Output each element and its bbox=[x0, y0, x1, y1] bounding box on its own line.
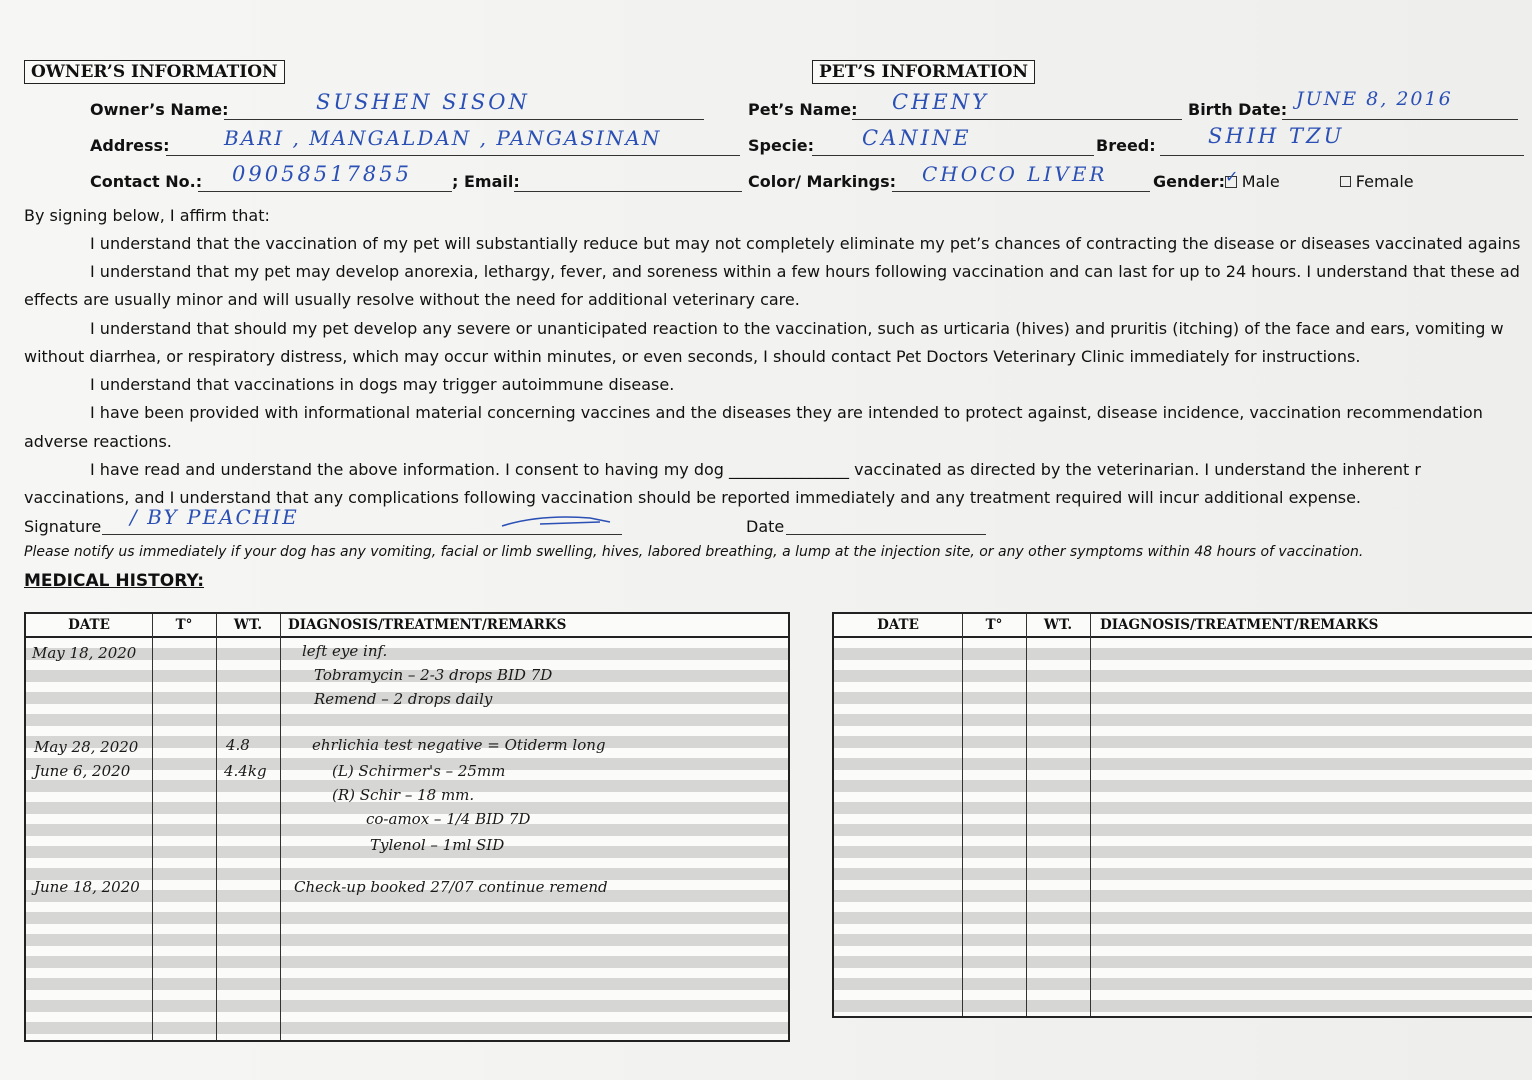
col-divider bbox=[152, 614, 153, 1040]
specie-line bbox=[812, 155, 1094, 156]
date-label: Date bbox=[746, 517, 785, 536]
consent-line-10: vaccinations, and I understand that any complications following vaccination should be reported immediately and any treatment required will incur additional expense. bbox=[24, 488, 1361, 507]
consent-intro: By signing below, I affirm that: bbox=[24, 206, 270, 225]
pet-name-line bbox=[852, 119, 1182, 120]
gender-male-option[interactable] bbox=[1225, 167, 1280, 191]
entry-4-remark-1: Check-up booked 27/07 continue remend bbox=[294, 878, 608, 896]
checkbox-checked-icon[interactable]: ✓ bbox=[1225, 167, 1239, 186]
signature-value[interactable]: / BY PEACHIE bbox=[130, 505, 299, 529]
breed-line bbox=[1160, 155, 1524, 156]
pet-name-value[interactable]: CHENY bbox=[892, 90, 989, 114]
signature-label: Signature bbox=[24, 517, 102, 536]
entry-4-date: June 18, 2020 bbox=[34, 878, 140, 896]
breed-label: Breed: bbox=[1096, 136, 1156, 155]
birth-date-line bbox=[1282, 119, 1518, 120]
consent-line-3: effects are usually minor and will usually resolve without the need for additional veterinary care. bbox=[24, 290, 800, 309]
entry-1-date: May 18, 2020 bbox=[32, 644, 137, 662]
entry-1-remark-3: Remend – 2 drops daily bbox=[314, 690, 493, 708]
consent-line-6: I understand that vaccinations in dogs may trigger autoimmune disease. bbox=[90, 375, 675, 394]
col-date: DATE bbox=[877, 617, 919, 633]
owner-name-value[interactable]: SUSHEN SISON bbox=[316, 90, 530, 114]
contact-value[interactable]: 09058517855 bbox=[232, 162, 412, 186]
col-remarks: DIAGNOSIS/TREATMENT/REMARKS bbox=[1100, 617, 1379, 633]
address-label: Address: bbox=[90, 136, 170, 155]
date-line bbox=[786, 534, 986, 535]
entry-3-date: June 6, 2020 bbox=[34, 762, 131, 780]
owner-name-line bbox=[224, 119, 704, 120]
entry-1-remark-1: left eye inf. bbox=[302, 642, 388, 660]
entry-3-remark-1: (L) Schirmer's – 25mm bbox=[332, 762, 506, 780]
contact-label: Contact No.: bbox=[90, 172, 203, 191]
col-divider bbox=[1026, 614, 1027, 1016]
col-temp: T° bbox=[985, 617, 1003, 633]
consent-line-8: adverse reactions. bbox=[24, 432, 172, 451]
notice-text: Please notify us immediately if your dog has any vomiting, facial or limb swelling, hives, labored breathing, a lump at the injection site, or any other symptoms within 48 hours of vaccination. bbox=[24, 544, 1364, 560]
owner-name-label: Owner’s Name: bbox=[90, 100, 229, 119]
entry-3-wt: 4.4kg bbox=[224, 762, 267, 780]
entry-3-remark-3: co-amox – 1/4 BID 7D bbox=[366, 810, 531, 828]
entry-2-wt: 4.8 bbox=[226, 736, 250, 754]
consent-line-7: I have been provided with informational material concerning vaccines and the diseases they are intended to protect against, disease incidence, vaccination recommendation bbox=[90, 403, 1483, 422]
table-header bbox=[834, 614, 1532, 638]
birth-date-label: Birth Date: bbox=[1188, 100, 1288, 119]
address-line bbox=[166, 155, 740, 156]
signature-scribble bbox=[500, 506, 620, 536]
entry-3-remark-4: Tylenol – 1ml SID bbox=[370, 836, 505, 854]
col-divider bbox=[962, 614, 963, 1016]
consent-line-9: I have read and understand the above information. I consent to having my dog _______________ vaccinated as directed by the veterinarian. I understand the inherent r bbox=[90, 460, 1421, 479]
specie-label: Specie: bbox=[748, 136, 815, 155]
col-wt: WT. bbox=[1043, 617, 1073, 633]
checkbox-empty-icon[interactable] bbox=[1340, 176, 1351, 187]
medical-history-title: MEDICAL HISTORY: bbox=[24, 571, 204, 591]
entry-1-remark-2: Tobramycin – 2-3 drops BID 7D bbox=[314, 666, 553, 684]
consent-line-5: without diarrhea, or respiratory distress, which may occur within minutes, or even seconds, I should contact Pet Doctors Veterinary Clinic immediately for instructions. bbox=[24, 347, 1361, 366]
col-divider bbox=[280, 614, 281, 1040]
gender-female-label: Female bbox=[1355, 172, 1414, 191]
birth-date-value[interactable]: JUNE 8, 2016 bbox=[1296, 88, 1453, 110]
entry-2-remark-1: ehrlichia test negative = Otiderm long bbox=[312, 736, 606, 754]
contact-line bbox=[198, 191, 452, 192]
consent-line-2: I understand that my pet may develop anorexia, lethargy, fever, and soreness within a few hours following vaccination and can last for up to 24 hours. I understand that these ad bbox=[90, 262, 1520, 281]
entry-2-date: May 28, 2020 bbox=[34, 738, 139, 756]
gender-label: Gender: bbox=[1153, 172, 1225, 191]
address-value[interactable]: BARI , MANGALDAN , PANGASINAN bbox=[224, 126, 662, 150]
medical-history-table-left bbox=[24, 612, 790, 1042]
medical-history-table-right bbox=[832, 612, 1532, 1018]
owner-section-title: OWNER’S INFORMATION bbox=[24, 60, 285, 84]
col-temp: T° bbox=[175, 617, 193, 633]
color-line bbox=[892, 191, 1150, 192]
specie-value[interactable]: CANINE bbox=[862, 126, 972, 150]
col-divider bbox=[1090, 614, 1091, 1016]
pet-section-title: PET’S INFORMATION bbox=[812, 60, 1035, 84]
col-date: DATE bbox=[68, 617, 110, 633]
entry-3-remark-2: (R) Schir – 18 mm. bbox=[332, 786, 475, 804]
email-label: ; Email: bbox=[452, 172, 520, 191]
color-label: Color/ Markings: bbox=[748, 172, 897, 191]
col-remarks: DIAGNOSIS/TREATMENT/REMARKS bbox=[288, 617, 567, 633]
gender-female-option[interactable] bbox=[1340, 172, 1414, 191]
table-row-shading bbox=[834, 638, 1532, 1016]
color-value[interactable]: CHOCO LIVER bbox=[922, 162, 1108, 186]
breed-value[interactable]: SHIH TZU bbox=[1208, 124, 1345, 148]
pet-name-label: Pet’s Name: bbox=[748, 100, 858, 119]
consent-line-1: I understand that the vaccination of my pet will substantially reduce but may not completely eliminate my pet’s chances of contracting the disease or diseases vaccinated agains bbox=[90, 234, 1521, 253]
consent-line-4: I understand that should my pet develop any severe or unanticipated reaction to the vaccination, such as urticaria (hives) and pruritis (itching) of the face and ears, vomiting w bbox=[90, 319, 1504, 338]
table-header bbox=[26, 614, 788, 638]
email-line bbox=[514, 191, 742, 192]
col-wt: WT. bbox=[233, 617, 263, 633]
col-divider bbox=[216, 614, 217, 1040]
gender-male-label: Male bbox=[1241, 172, 1280, 191]
